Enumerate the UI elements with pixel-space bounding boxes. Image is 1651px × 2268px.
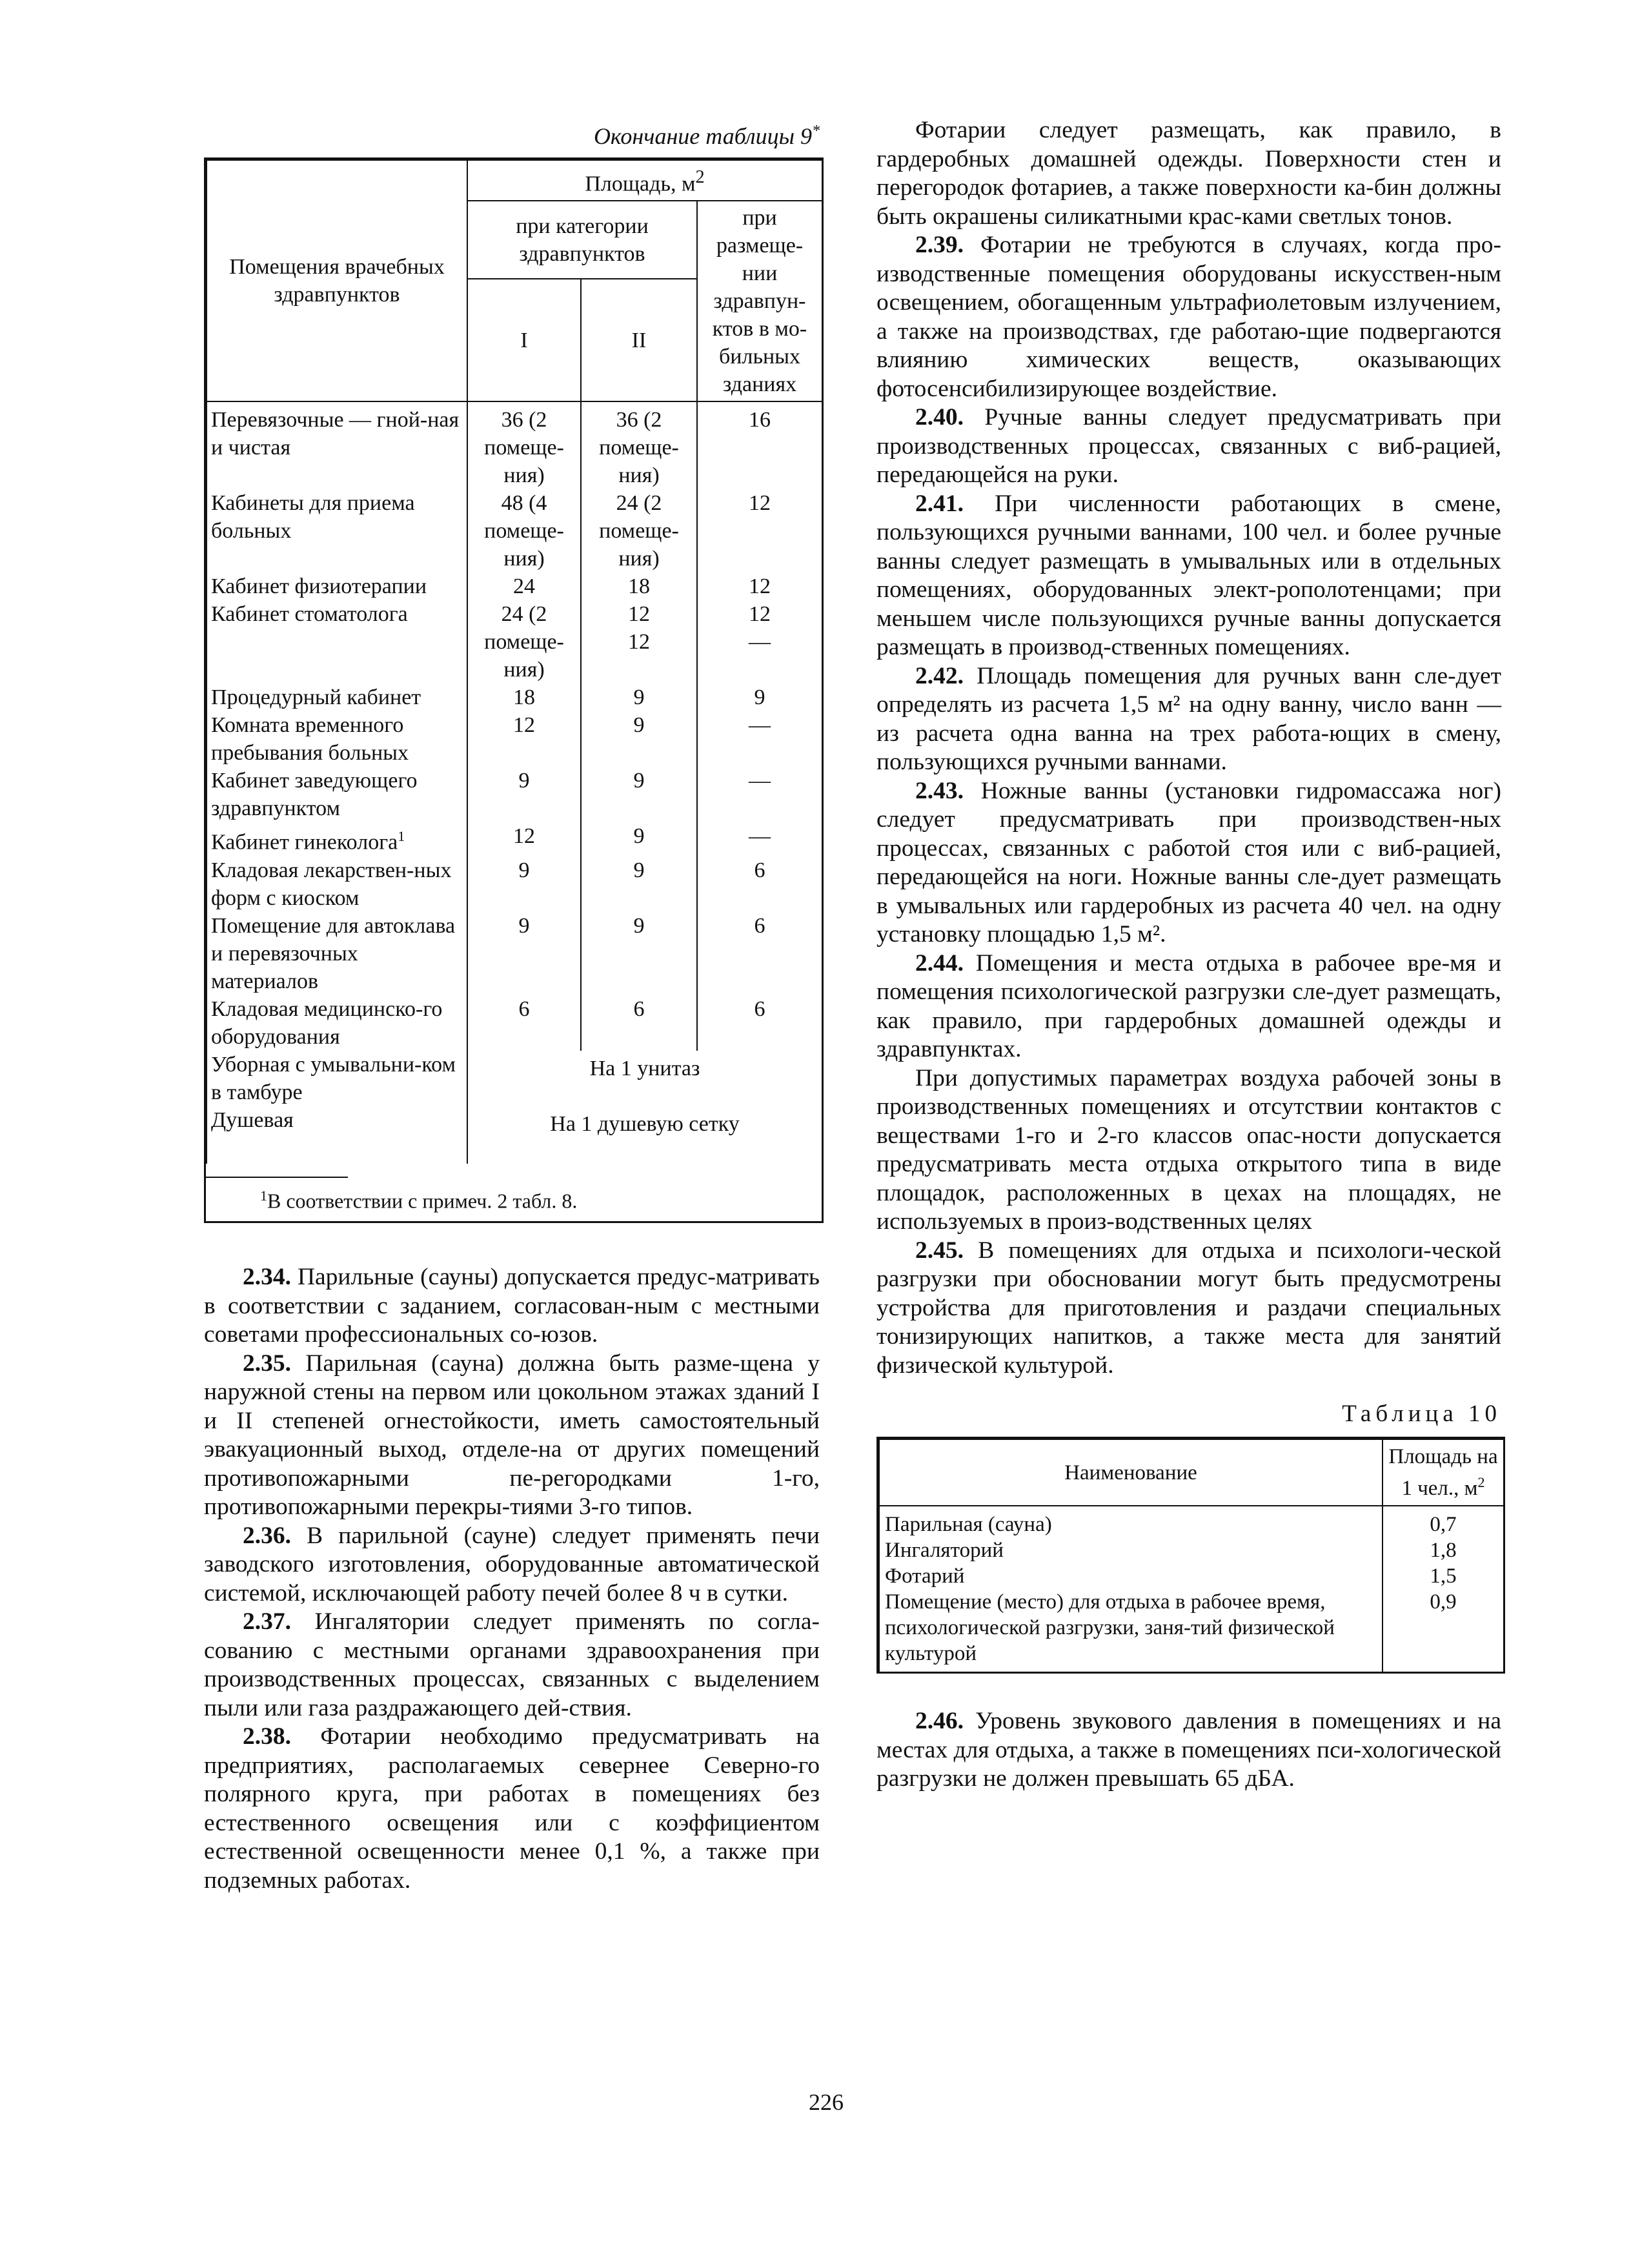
- table9-head-ii: II: [581, 279, 697, 401]
- left-paragraph: 2.38. Фотарии необходимо предусматривать на предприятиях, располагаемых севернее Северно-го полярного круга, при работах в помещениях без естественного освещения или с коэффициентом естественной освещенности менее 0,1 %, а также при подземных работах.: [204, 1723, 820, 1894]
- right-paragraph: 2.40. Ручные ванны следует предусматривать при производственных процессах, связанных с виб-рацией, передающейся на руки.: [876, 404, 1501, 488]
- area-cat-i: 9: [467, 856, 581, 912]
- table-row: [207, 401, 822, 489]
- room-name: Процедурный кабинет: [207, 683, 467, 711]
- left-paragraph: 2.37. Ингалятории следует применять по согла-сованию с местными органами здравоохранения при производственных процессах, связанных с выделением пыли или газа раздражающего дей-ствия.: [204, 1608, 820, 1721]
- table9: [204, 157, 824, 1223]
- area-cat-ii: 36 (2 помеще-ния): [581, 401, 697, 489]
- table9-head-i: I: [467, 279, 581, 401]
- right-paragraph: 2.41. При численности работающих в смене, пользующихся ручными ваннами, 100 чел. и более ручные ванны следует размещать в умывальных или в отдельных помещениях, оборудованных элект-рополотенцами; при меньшем числе пользующихся ручные ванны допускается размещать в производ-ственных помещениях.: [876, 490, 1501, 660]
- left-paragraph: 2.35. Парильная (сауна) должна быть разме-щена у наружной стены на первом или цокольном этажах зданий I и II степеней огнестойкости, иметь самостоятельный эвакуационный выход, отделе-на от других помещений противопожарными пе-регородками 1-го, противопожарными перекры-тиями 3-го типов.: [204, 1350, 820, 1521]
- area-cat-i: 12: [467, 822, 581, 856]
- area-mobile: 6: [697, 856, 822, 912]
- table-row: [207, 600, 822, 683]
- area-mobile: 12: [697, 489, 822, 572]
- area-mobile: —: [697, 767, 822, 822]
- table10: [876, 1437, 1505, 1674]
- table10-title: Таблица 10: [1342, 1401, 1501, 1427]
- table9-footnote: $^1$В соответствии с примеч. 2 табл. 8.: [260, 1187, 578, 1213]
- area-cat-i: 24 (2 помеще-ния): [467, 600, 581, 683]
- room-name: Перевязочные — гной-ная и чистая: [207, 401, 467, 489]
- area-mobile: 6: [697, 995, 822, 1051]
- right-paragraph: Фотарии следует размещать, как правило, в гардеробных домашней одежды. Поверхности стен и перегородок фотариев, а также поверхности ка-бин должны быть окрашены силикатными крас-ками светлых тонов.: [876, 117, 1501, 230]
- room-name: Уборная с умывальни-ком в тамбуре: [207, 1051, 467, 1106]
- area-cat-i: 9: [467, 912, 581, 995]
- area-cat-ii: 9: [581, 912, 697, 995]
- area-cat-i: 6: [467, 995, 581, 1051]
- area-cat-i: 18: [467, 683, 581, 711]
- after-table-block: [876, 1707, 1501, 1794]
- table-row: [207, 572, 822, 600]
- room-name: Кабинет стоматолога: [207, 600, 467, 683]
- page-number: 226: [809, 2089, 844, 2115]
- area-cat-ii: 18: [581, 572, 697, 600]
- table9-head-category: при категории здравпунктов: [467, 201, 697, 279]
- area-cat-ii: 9: [581, 856, 697, 912]
- left-paragraphs: [204, 1263, 820, 1895]
- area-norm: На 1 унитаз: [467, 1051, 822, 1106]
- left-paragraph: 2.36. В парильной (сауне) следует применять печи заводского изготовления, оборудованные автоматической системой, исключающей работу печей более 8 ч в сутки.: [204, 1522, 820, 1606]
- table9-footnote-block: [206, 1164, 822, 1222]
- table-row: [207, 683, 822, 711]
- area-norm: На 1 душевую сетку: [467, 1106, 822, 1164]
- right-paragraph: 2.43. Ножные ванны (установки гидромассажа ног) следует предусматривать при производствен-ных процессах, связанных с работой стоя или с виб-рацией, передающейся на ноги. Ножные ванны сле-дует размещать в умывальных или гардеробных из расчета 40 чел. на одну установку площадью 1,5 м².: [876, 777, 1501, 947]
- room-name: Кабинет физиотерапии: [207, 572, 467, 600]
- facility-name: Фотарий: [879, 1563, 1383, 1589]
- paragraph-2-46: 2.46. Уровень звукового давления в помещениях и на местах для отдыха, а также в помещениях пси-хологической разгрузки не должен превышать 65 дБА.: [876, 1708, 1501, 1792]
- right-paragraph: 2.42. Площадь помещения для ручных ванн сле-дует определять из расчета 1,5 м² на одну ванну, число ванн — из расчета одна ванна на трех работа-ющих в смену, пользующихся ручными ваннами.: [876, 662, 1501, 775]
- table9-caption: Окончание таблицы 9*: [593, 123, 820, 149]
- area-per-person: 0,9: [1383, 1589, 1504, 1672]
- area-cat-ii: 9: [581, 767, 697, 822]
- table-row: [879, 1589, 1504, 1672]
- table9-head-room: Помещения врачебных здравпунктов: [207, 160, 467, 401]
- area-mobile: 12: [697, 572, 822, 600]
- area-cat-ii: 9: [581, 683, 697, 711]
- table10-head-name: Наименование: [879, 1439, 1383, 1506]
- table-row: [207, 995, 822, 1051]
- table-row: [207, 489, 822, 572]
- table-row: [207, 912, 822, 995]
- right-paragraph: 2.45. В помещениях для отдыха и психологи-ческой разгрузки при обосновании могут быть предусмотрены устройства для приготовления и раздачи специальных тонизирующих напитков, а также места для занятий физической культурой.: [876, 1237, 1501, 1379]
- area-cat-ii: 12 12: [581, 600, 697, 683]
- left-paragraph: 2.34. Парильные (сауны) допускается предус-матривать в соответствии с заданием, согласован-ным с местными советами профессиональных со-юзов.: [204, 1264, 820, 1348]
- area-cat-ii: 6: [581, 995, 697, 1051]
- table-row: [207, 822, 822, 856]
- table-row: [879, 1506, 1504, 1537]
- room-name: Кладовая лекарствен-ных форм с киоском: [207, 856, 467, 912]
- table-row: [207, 711, 822, 767]
- table9-head-area: Площадь, $м^2$: [467, 160, 822, 201]
- room-name: Кладовая медицинско-го оборудования: [207, 995, 467, 1051]
- table9-head-mobile: при размеще-нии здравпун-ктов в мо-бильных зданиях: [697, 201, 822, 401]
- right-paragraph: При допустимых параметрах воздуха рабочей зоны в производственных помещениях и отсутствии контактов с веществами 1-го и 2-го классов опас-ности допускается предусматривать места отдыха открытого типа в виде площадок, расположенных в цехах на площадях, не используемых в произ-водственных целях: [876, 1064, 1501, 1235]
- room-name: Комната временного пребывания больных: [207, 711, 467, 767]
- area-per-person: 1,5: [1383, 1563, 1504, 1589]
- table10-head-area: Площадь на 1 чел., $м^2$: [1383, 1439, 1504, 1506]
- area-cat-i: 36 (2 помеще-ния): [467, 401, 581, 489]
- room-name: Помещение для автоклава и перевязочных материалов: [207, 912, 467, 995]
- area-per-person: 1,8: [1383, 1537, 1504, 1563]
- facility-name: Парильная (сауна): [879, 1506, 1383, 1537]
- table-row: [879, 1563, 1504, 1589]
- table-row: [207, 856, 822, 912]
- room-name: Кабинет гинеколога$^1$: [207, 822, 467, 856]
- room-name: Душевая: [207, 1106, 467, 1164]
- facility-name: Ингаляторий: [879, 1537, 1383, 1563]
- area-cat-i: 9: [467, 767, 581, 822]
- area-cat-i: 48 (4 помеще-ния): [467, 489, 581, 572]
- area-mobile: —: [697, 822, 822, 856]
- area-mobile: 6: [697, 912, 822, 995]
- right-column: [876, 116, 1501, 1794]
- right-paragraph: 2.39. Фотарии не требуются в случаях, когда про-изводственные помещения оборудованы искусствен-ным освещением, обогащенным ультрафиолетовым излучением, а также на производствах, где работаю-щие подвергаются влиянию химических веществ, оказывающих фотосенсибилизирующее воздействие.: [876, 232, 1501, 402]
- facility-name: Помещение (место) для отдыха в рабочее время, психологической разгрузки, заня-тий физической культурой: [879, 1589, 1383, 1672]
- area-cat-ii: 24 (2 помеще-ния): [581, 489, 697, 572]
- area-mobile: 16: [697, 401, 822, 489]
- area-mobile: 9: [697, 683, 822, 711]
- right-paragraphs: [876, 116, 1501, 1380]
- area-cat-i: 12: [467, 711, 581, 767]
- room-name: Кабинет заведующего здравпунктом: [207, 767, 467, 822]
- table-row: [879, 1537, 1504, 1563]
- table-row: [207, 1106, 822, 1164]
- left-column: [204, 116, 820, 1895]
- area-mobile: 12 —: [697, 600, 822, 683]
- table-row: [207, 767, 822, 822]
- room-name: Кабинеты для приема больных: [207, 489, 467, 572]
- table-row: [207, 1051, 822, 1106]
- area-per-person: 0,7: [1383, 1506, 1504, 1537]
- area-cat-ii: 9: [581, 822, 697, 856]
- area-mobile: —: [697, 711, 822, 767]
- area-cat-ii: 9: [581, 711, 697, 767]
- area-cat-i: 24: [467, 572, 581, 600]
- right-paragraph: 2.44. Помещения и места отдыха в рабочее вре-мя и помещения психологической разгрузки сле-дует размещать, как правило, при гардеробных домашней одежды и здравпунктах.: [876, 949, 1501, 1062]
